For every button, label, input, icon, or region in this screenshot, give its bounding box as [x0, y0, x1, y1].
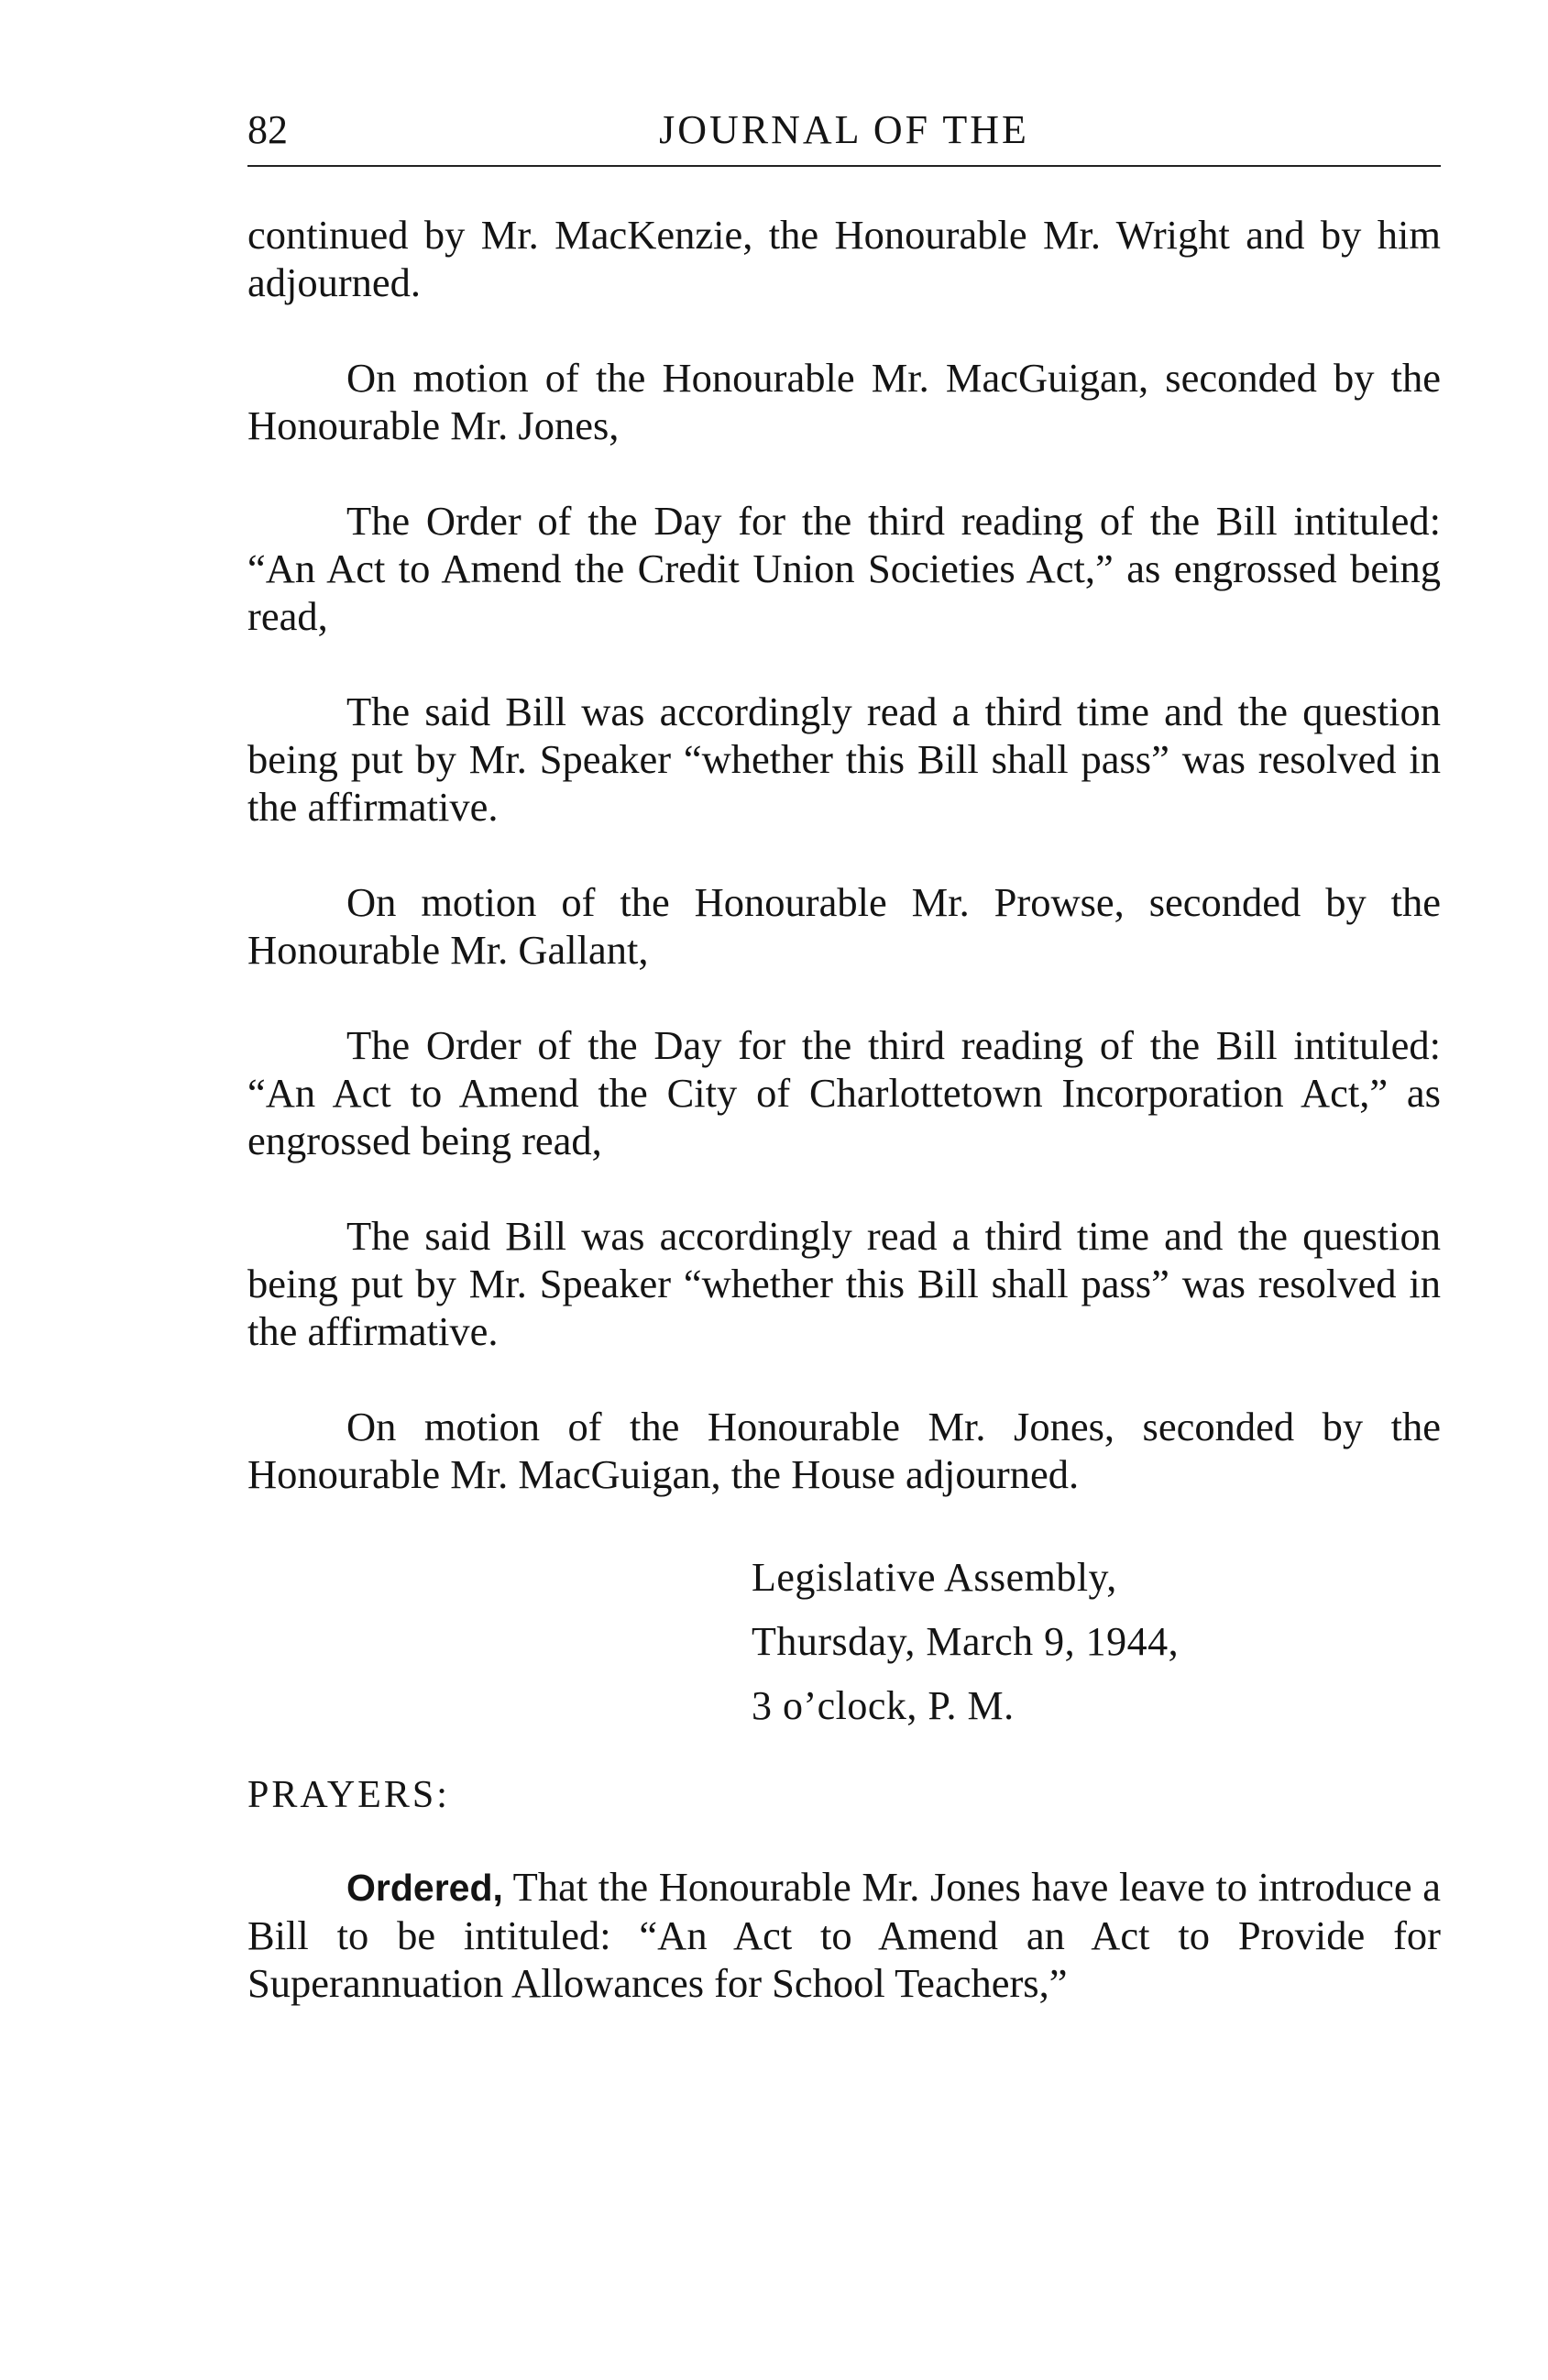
page-header	[247, 103, 1441, 158]
paragraph-motion-prowse: On motion of the Honourable Mr. Prowse, seconded by the Honourable Mr. Gallant,	[247, 879, 1441, 973]
paragraph-ordered	[247, 1863, 1441, 2007]
prayers-heading: PRAYERS:	[247, 1774, 450, 1816]
journal-body	[247, 211, 1441, 2055]
paragraph-bill-passed-charlottetown: The said Bill was accordingly read a third time and the question being put by Mr. Speaker “whether this Bill shall pass” was resolved in the affirmative.	[247, 1213, 1441, 1354]
header-rule	[247, 165, 1441, 167]
running-head: JOURNAL OF THE	[659, 107, 1029, 152]
dateline-assembly: Legislative Assembly,	[752, 1555, 1117, 1600]
dateline-time: 3 o’clock, P. M.	[752, 1683, 1015, 1728]
page-number: 82	[247, 107, 288, 152]
dateline-date: Thursday, March 9, 1944,	[752, 1619, 1180, 1664]
paragraph-order-credit-union: The Order of the Day for the third reading of the Bill intituled: “An Act to Amend the Credit Union Societies Act,” as engrossed being read,	[247, 498, 1441, 639]
ordered-lead: Ordered,	[346, 1867, 503, 1909]
paragraph-motion-macguigan: On motion of the Honourable Mr. MacGuigan, seconded by the Honourable Mr. Jones,	[247, 355, 1441, 448]
ordered-text: That the Honourable Mr. Jones have leave to introduce a Bill to be intituled: “An Act to Amend an Act to Provide for Superannuation Allowances for School Teachers,”	[247, 1864, 1441, 2006]
paragraph-house-adjourned: On motion of the Honourable Mr. Jones, seconded by the Honourable Mr. MacGuigan, the House adjourned.	[247, 1404, 1441, 1497]
dateline	[247, 1546, 1441, 1738]
paragraph-continued: continued by Mr. MacKenzie, the Honourable Mr. Wright and by him adjourned.	[247, 212, 1441, 305]
paragraph-order-charlottetown: The Order of the Day for the third reading of the Bill intituled: “An Act to Amend the City of Charlottetown Incorporation Act,” as engrossed being read,	[247, 1022, 1441, 1163]
paragraph-bill-passed-credit-union: The said Bill was accordingly read a third time and the question being put by Mr. Speaker “whether this Bill shall pass” was resolved in the affirmative.	[247, 689, 1441, 830]
